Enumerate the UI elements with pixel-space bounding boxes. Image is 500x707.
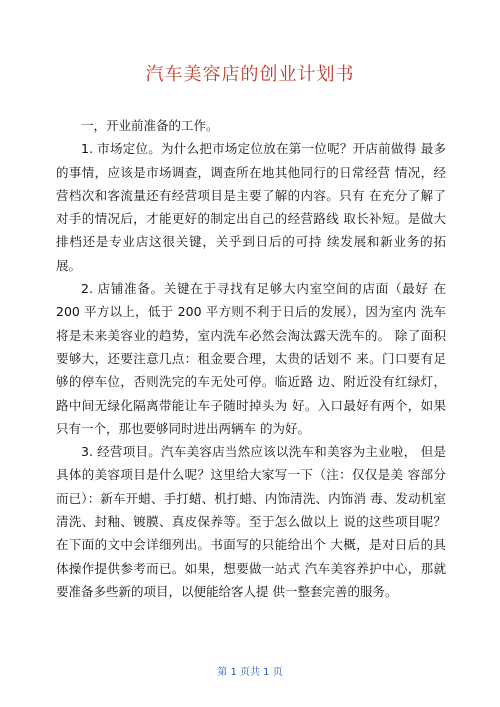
page-footer: 第 1 页共 1 页 bbox=[217, 667, 283, 678]
section-heading-preparation: 一，开业前准备的工作。 bbox=[81, 118, 219, 133]
paragraph-market-positioning: 1. 市场定位。为什么把市场定位放在第一位呢？开店前做得 最多的事情，应该是市场调查，调查所在地其他同行的日常经营 情况，经营档次和客流量还有经营项目是主要了解的内容。只有 在充分了解了对手的情况后，才能更好的制定出自己的经营路线 取长补短。是做大排档还是专业店这很关键，关乎到日后的可持 续发展和新业务的拓展。 bbox=[56, 141, 446, 273]
paragraph-store-preparation: 2. 店铺准备。关键在于寻找有足够大内室空间的店面（最好 在 200 平方以上，低于 200 平方则不利于日后的发展），因为室内 洗车将是未来美容业的趋势，室内洗车必然会淘汰露天洗车的。 除了面积要够大，还要注意几点：租金要合理，太贵的话划不 来。门口要有足够的停车位，否则洗完的车无处可停。临近路 边、附近没有红绿灯，路中间无绿化隔离带能让车子随时掉头为 好。入口最好有两个，如果只有一个，那也要够同时进出两辆车 的为好。 bbox=[56, 281, 446, 436]
document-title: 汽车美容店的创业计划书 bbox=[145, 64, 355, 85]
document-body bbox=[56, 114, 446, 603]
paragraph-business-items: 3. 经营项目。汽车美容店当然应该以洗车和美容为主业啦， 但是具体的美容项目是什么呢？这里给大家写一下（注：仅仅是美 容部分而已）：新车开蜡、手打蜡、机打蜡、内饰清洗、内饰消 毒、发动机室清洗、封釉、镀膜、真皮保养等。至于怎么做以上 说的这些项目呢？在下面的文中会详细列出。书面写的只能给出个 大概，是对日后的具体操作提供参考而已。如果，想要做一站式 汽车美容养护中心，那就要准备多些新的项目，以便能给客人提 供一整套完善的服务。 bbox=[56, 444, 446, 599]
